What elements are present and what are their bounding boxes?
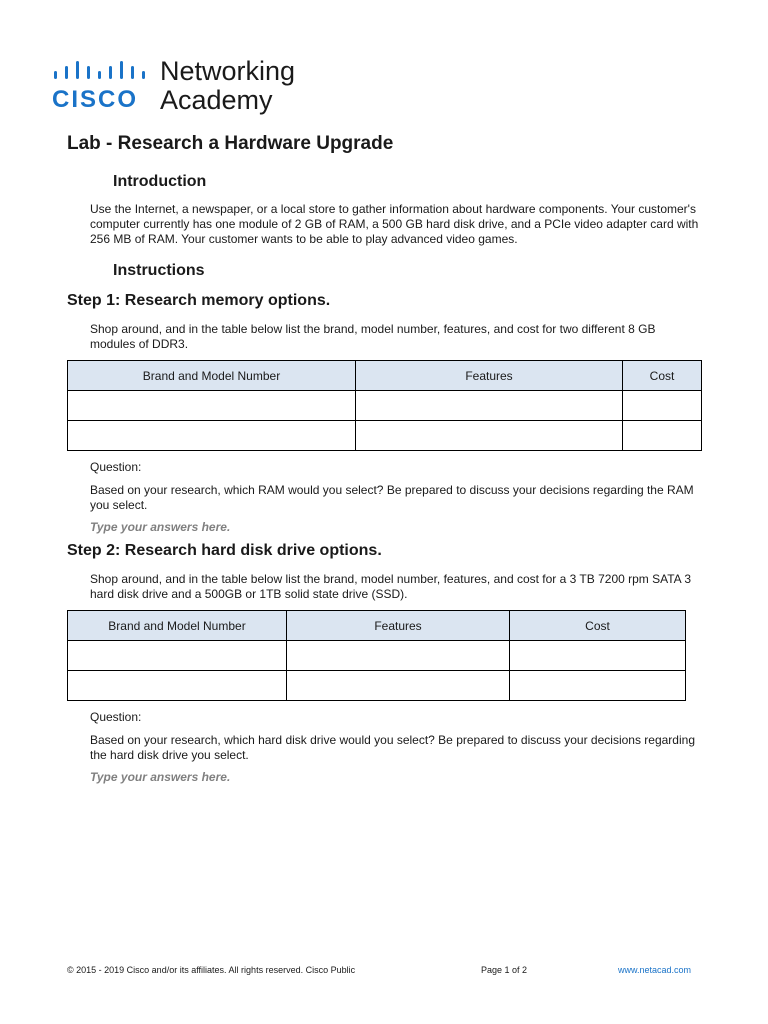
logo-academy-text: Academy: [160, 85, 273, 115]
footer-page-number: Page 1 of 2: [481, 965, 528, 975]
table-cell[interactable]: [68, 421, 356, 451]
column-header-brand-model: Brand and Model Number: [68, 361, 356, 391]
table-header-row: [68, 361, 702, 391]
cisco-networking-academy-logo: [52, 58, 312, 118]
table-cell[interactable]: [68, 391, 356, 421]
hard-disk-options-table: [67, 610, 686, 701]
column-header-cost: Cost: [623, 361, 702, 391]
introduction-heading: Introduction: [113, 173, 207, 190]
step2-question-text: Based on your research, which hard disk drive would you select? Be prepared to discuss your decisions regarding the hard disk drive you select.: [90, 733, 695, 762]
table-cell[interactable]: [68, 671, 287, 701]
step2-text: Shop around, and in the table below list the brand, model number, features, and cost for a 3 TB 7200 rpm SATA 3 hard disk drive and a 500GB or 1TB solid state drive (SSD).: [90, 572, 692, 601]
step1-heading: Step 1: Research memory options.: [67, 292, 331, 309]
step1-question-text: Based on your research, which RAM would you select? Be prepared to discuss your decisions regarding the RAM you select.: [90, 483, 694, 512]
table-header-row: [68, 611, 686, 641]
table-cell[interactable]: [623, 391, 702, 421]
table-cell[interactable]: [287, 641, 510, 671]
introduction-text: Use the Internet, a newspaper, or a local store to gather information about hardware components. Your customer's computer currently has one module of 2 GB of RAM, a 500 GB hard disk drive, and a PCIe video adapter card with 256 MB of RAM. Your customer wants to be able to play advanced video games.: [90, 202, 699, 246]
cisco-wordmark: CISCO: [52, 86, 139, 113]
column-header-brand-model: Brand and Model Number: [68, 611, 287, 641]
step1-text: Shop around, and in the table below list the brand, model number, features, and cost for two different 8 GB modules of DDR3.: [90, 322, 656, 351]
table-cell[interactable]: [623, 421, 702, 451]
cisco-bridge-icon: [53, 60, 153, 86]
table-cell[interactable]: [510, 641, 686, 671]
table-row: [68, 421, 702, 451]
table-cell[interactable]: [510, 671, 686, 701]
instructions-heading: Instructions: [113, 262, 205, 279]
column-header-features: Features: [287, 611, 510, 641]
step2-answer-field[interactable]: Type your answers here.: [90, 770, 231, 784]
step1-answer-field[interactable]: Type your answers here.: [90, 520, 231, 534]
step2-heading: Step 2: Research hard disk drive options.: [67, 542, 382, 559]
footer-url-link[interactable]: www.netacad.com: [618, 965, 692, 975]
footer-copyright: © 2015 - 2019 Cisco and/or its affiliates. All rights reserved. Cisco Public: [67, 965, 356, 975]
table-cell[interactable]: [68, 641, 287, 671]
table-cell[interactable]: [356, 421, 623, 451]
column-header-features: Features: [356, 361, 623, 391]
table-row: [68, 641, 686, 671]
memory-options-table: [67, 360, 702, 451]
column-header-cost: Cost: [510, 611, 686, 641]
step1-question-label: Question:: [90, 460, 142, 474]
table-cell[interactable]: [356, 391, 623, 421]
table-row: [68, 671, 686, 701]
table-row: [68, 391, 702, 421]
page-title: Lab - Research a Hardware Upgrade: [67, 133, 394, 154]
table-cell[interactable]: [287, 671, 510, 701]
step2-question-label: Question:: [90, 710, 142, 724]
logo-networking-text: Networking: [160, 56, 296, 86]
